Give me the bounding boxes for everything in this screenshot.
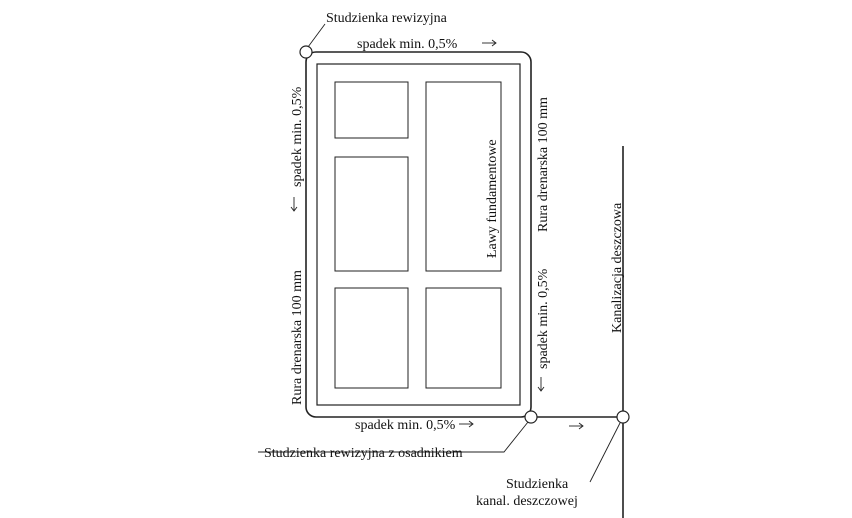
footing-bottom-right [426,288,501,388]
pipe-right-label: Rura drenarska 100 mm [536,97,551,232]
foundations-label: Ławy fundamentowe [485,139,500,258]
slope-bottom-label: spadek min. 0,5% [355,418,456,433]
footing-mid-left [335,157,408,271]
pipe-left-label: Rura drenarska 100 mm [290,270,305,405]
slope-left-label: spadek min. 0,5% [290,86,305,187]
flow-arrow-left [291,197,297,211]
storm-sewer-label: Kanalizacja deszczowa [610,202,625,333]
leader-top-manhole [308,24,325,47]
flow-arrow-outlet [569,423,583,429]
flow-arrow-bottom [459,421,473,427]
footing-bottom-left [335,288,408,388]
bottom-manhole-icon [525,411,537,423]
leader-storm-manhole [590,423,620,482]
top-manhole-icon [300,46,312,58]
slope-right-label: spadek min. 0,5% [536,268,551,369]
slope-top-label: spadek min. 0,5% [357,37,458,52]
flow-arrow-top [482,40,496,46]
storm-manhole-label-1: Studzienka [506,477,569,492]
bottom-manhole-label: Studzienka rewizyjna z osadnikiem [264,446,463,461]
top-manhole-label: Studzienka rewizyjna [326,11,447,26]
storm-manhole-icon [617,411,629,423]
footing-top-left [335,82,408,138]
storm-manhole-label-2: kanal. deszczowej [476,494,578,509]
flow-arrow-right [538,377,544,391]
